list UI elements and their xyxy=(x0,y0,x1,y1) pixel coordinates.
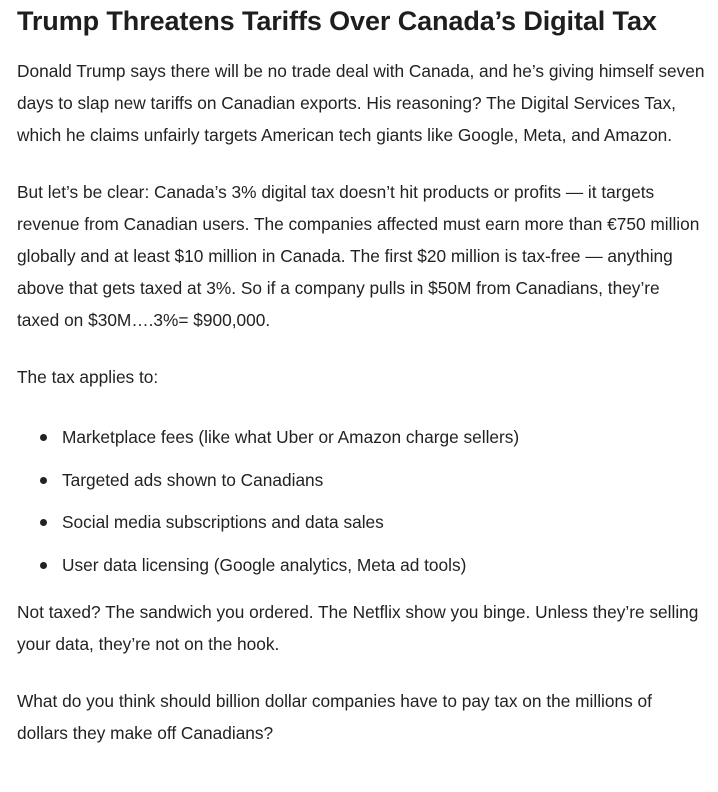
list-item-text: Marketplace fees (like what Uber or Amazon charge sellers) xyxy=(62,427,520,447)
bullet-dot-icon xyxy=(40,519,47,526)
article-title: Trump Threatens Tariffs Over Canada’s Digital Tax xyxy=(17,6,657,36)
list-item xyxy=(17,416,706,459)
paragraph-intro: Donald Trump says there will be no trade deal with Canada, and he’s giving himself seven days to slap new tariffs on Canadian exports. His reasoning? The Digital Services Tax, which he claims unfairly targets American tech giants like Google, Meta, and Amazon. xyxy=(17,61,705,145)
bullet-dot-icon xyxy=(40,562,47,569)
paragraph-not-taxed: Not taxed? The sandwich you ordered. The Netflix show you binge. Unless they’re selling your data, they’re not on the hook. xyxy=(17,602,699,654)
list-item xyxy=(17,544,706,587)
paragraph-applies-to: The tax applies to: xyxy=(17,367,159,387)
list-item xyxy=(17,459,706,502)
list-item-text: User data licensing (Google analytics, Meta ad tools) xyxy=(62,554,467,575)
paragraph-tax-explanation: But let’s be clear: Canada’s 3% digital tax doesn’t hit products or profits — it targets revenue from Canadian users. The companies affected must earn more than €750 million globally and at least $10 million in Canada. The first $20 million is tax-free — anything above that gets taxed at 3%. So if a company pulls in $50M from Canadians, they’re taxed on $30M….3%= $900,000. xyxy=(17,182,700,330)
bullet-list xyxy=(17,416,706,586)
list-item-text: Targeted ads shown to Canadians xyxy=(62,469,324,490)
paragraph-question: What do you think should billion dollar companies have to pay tax on the millions of dollars they make off Canadians? xyxy=(17,691,652,743)
list-item-text: Social media subscriptions and data sales xyxy=(62,512,384,532)
list-item xyxy=(17,501,706,544)
bullet-dot-icon xyxy=(40,434,47,441)
bullet-dot-icon xyxy=(40,477,47,484)
